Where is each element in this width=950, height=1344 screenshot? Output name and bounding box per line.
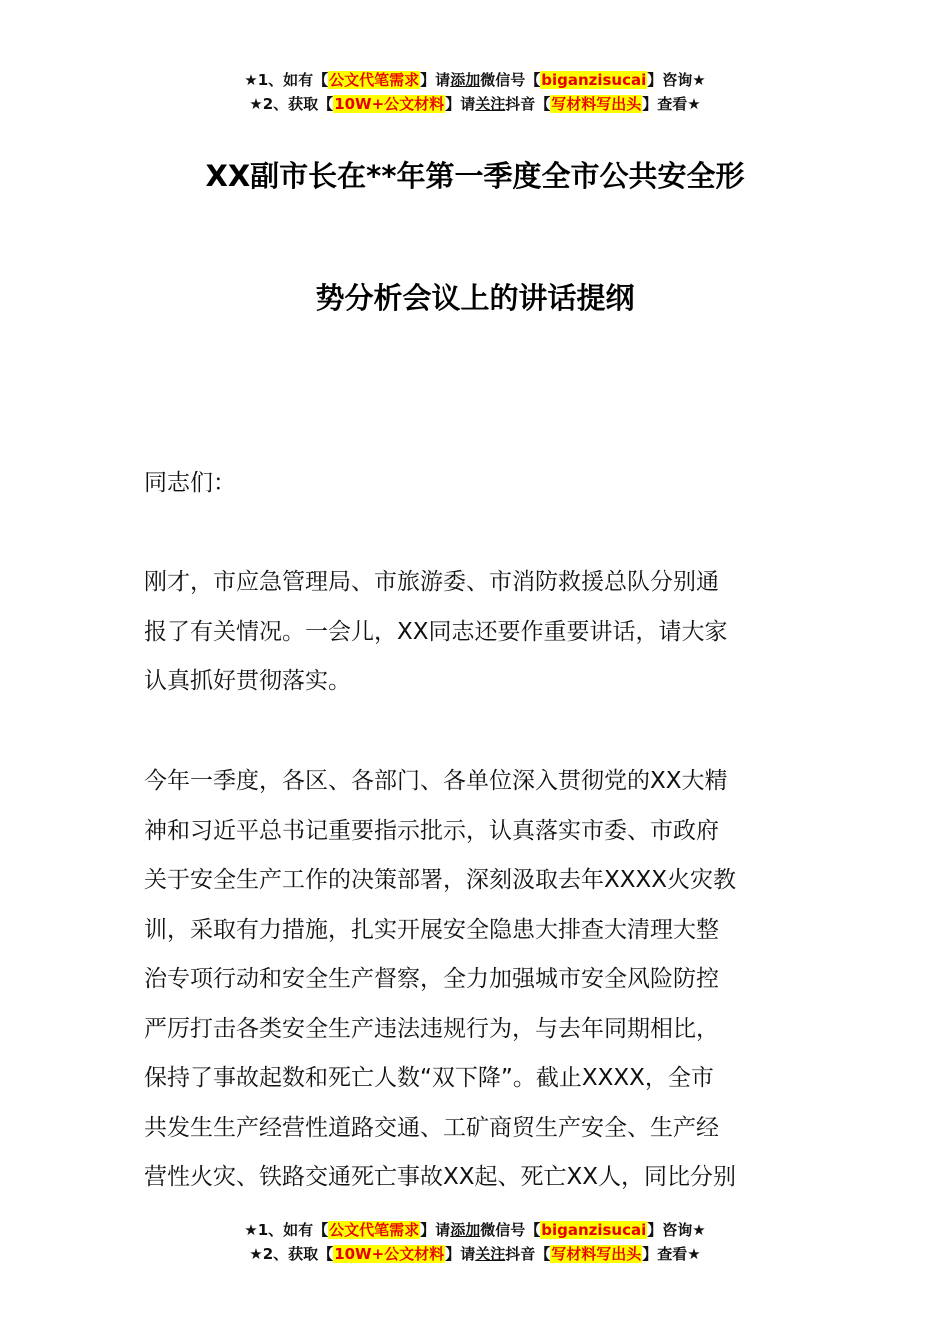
header-banner <box>0 68 950 116</box>
banner-highlight: 公文代笔需求 <box>329 71 420 89</box>
paragraph-line: 神和习近平总书记重要指示批示，认真落实市委、市政府 <box>144 817 719 844</box>
paragraph-line: 今年一季度，各区、各部门、各单位深入贯彻党的XX大精 <box>144 768 728 794</box>
banner-line-1: ★1、如有【公文代笔需求】请添加微信号【biganzisucai】咨询★ <box>244 71 706 89</box>
paragraph-line: 认真抓好贯彻落实。 <box>144 668 351 694</box>
banner-line-1: ★1、如有【公文代笔需求】请添加微信号【biganzisucai】咨询★ <box>244 1221 706 1239</box>
banner-highlight: 公文代笔需求 <box>329 1221 420 1239</box>
banner-highlight: 10W+公文材料 <box>334 95 445 113</box>
paragraph-2 <box>144 757 808 1203</box>
paragraph-line: 保持了事故起数和死亡人数“双下降”。截止XXXX，全市 <box>144 1065 714 1091</box>
paragraph-line: 严厉打击各类安全生产违法违规行为，与去年同期相比， <box>144 1015 719 1042</box>
paragraph-line: 关于安全生产工作的决策部署，深刻汲取去年XXXX火灾教 <box>144 867 737 893</box>
document-title-line-1: XX副市长在**年第一季度全市公共安全形 <box>205 159 745 193</box>
paragraph-1 <box>144 558 808 707</box>
document-title-line-2: 势分析会议上的讲话提纲 <box>315 281 635 315</box>
paragraph-line: 治专项行动和安全生产督察，全力加强城市安全风险防控 <box>144 966 719 992</box>
footer-banner <box>0 1218 950 1266</box>
greeting <box>144 459 808 509</box>
banner-highlight: 10W+公文材料 <box>334 1245 445 1263</box>
banner-highlight: biganzisucai <box>541 1221 647 1239</box>
paragraph-line: 营性火灾、铁路交通死亡事故XX起、死亡XX人，同比分别 <box>144 1164 737 1190</box>
paragraph-line: 共发生生产经营性道路交通、工矿商贸生产安全、生产经 <box>144 1114 719 1141</box>
paragraph-line: 训，采取有力措施，扎实开展安全隐患大排查大清理大整 <box>144 916 719 943</box>
paragraph-line: 报了有关情况。一会儿，XX同志还要作重要讲话，请大家 <box>144 618 728 645</box>
banner-highlight: 写材料写出头 <box>551 1245 642 1263</box>
banner-highlight: biganzisucai <box>541 71 647 89</box>
greeting-text: 同志们： <box>144 470 236 496</box>
banner-line-2: ★2、获取【10W+公文材料】请关注抖音【写材料写出头】查看★ <box>249 95 701 113</box>
banner-highlight: 写材料写出头 <box>551 95 642 113</box>
banner-line-2: ★2、获取【10W+公文材料】请关注抖音【写材料写出头】查看★ <box>249 1245 701 1263</box>
paragraph-line: 刚才，市应急管理局、市旅游委、市消防救援总队分别通 <box>144 569 719 595</box>
